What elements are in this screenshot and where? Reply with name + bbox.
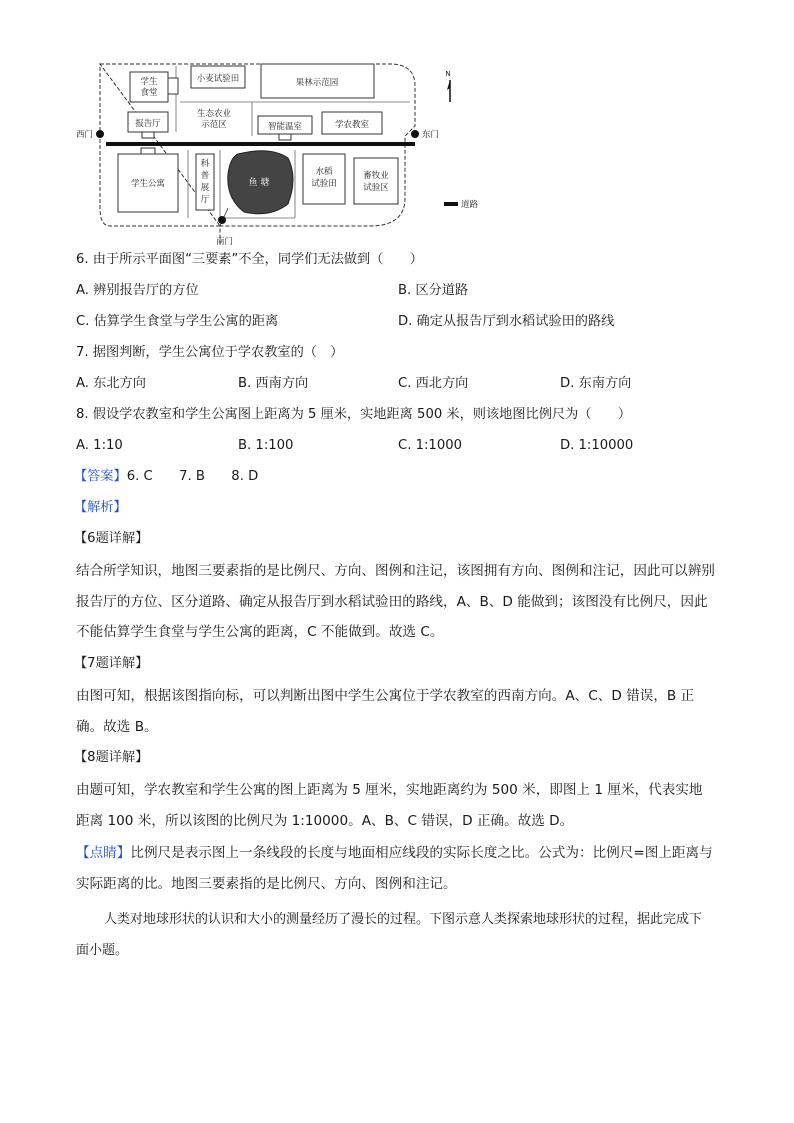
q6-option-d: D. 确定从报告厅到水稻试验田的路线 [398,314,615,329]
answer-line [74,467,258,487]
classroom-label: 学农教室 [334,120,370,130]
q8-stem: 8. 假设学农教室和学生公寓图上距离为 5 厘米，实地距离 500 米，则该地图比例尺为（ ） [76,407,632,422]
q8-option-b: B. 1:100 [238,438,294,453]
campus-map [70,58,490,250]
q8-option-d: D. 1:10000 [560,438,634,453]
analysis-label: 【解析】 [74,500,127,515]
q7-option-a: A. 东北方向 [76,376,146,391]
livestock-label: 畜牧业试验区 [363,171,389,193]
q6-stem: 6. 由于所示平面图“三要素”不全，同学们无法做到（ ） [76,252,423,267]
detail-7-label: 【7题详解】 [74,656,149,671]
south-gate-dot [218,216,226,224]
q7-option-d: D. 东南方向 [560,376,632,391]
eco-agri-label: 生态农业示范区 [196,109,232,130]
apartment-label: 学生公寓 [130,179,166,189]
detail-7-text: 由图可知，根据该图指向标，可以判断出图中学生公寓位于学农教室的西南方向。A、C、D 错误，B 正确。故选 B。 [76,688,695,735]
q6-option-b: B. 区分道路 [398,283,469,298]
q7-stem: 7. 据图判断，学生公寓位于学农教室的（ ） [76,345,344,360]
detail-6-label: 【6题详解】 [74,531,149,546]
west-gate-dot [96,130,104,138]
q7-option-c: C. 西北方向 [398,376,469,391]
science-hall-label: 科普展厅 [200,159,210,205]
road-legend-label: 道路 [461,200,479,210]
q8-option-a: A. 1:10 [76,438,123,453]
campus-map-figure [70,58,490,250]
fish-pond-label: 鱼 塘 [248,178,270,188]
tip-text: 比例尺是表示图上一条线段的长度与地面相应线段的实际长度之比。公式为：比例尺=图上距离与实际距离的比。地图三要素指的是比例尺、方向、图例和注记。 [76,845,713,892]
rice-field-label: 水稻试验田 [311,167,337,189]
tip-paragraph [76,838,716,899]
south-gate-label: 南门 [216,237,234,247]
detail-8-label: 【8题详解】 [74,750,149,765]
wheat-field-label: 小麦试验田 [196,74,240,84]
answer-values: 6. C 7. B 8. D [126,469,259,484]
q8-option-c: C. 1:1000 [398,438,462,453]
north-label: N [445,70,451,78]
canteen-label: 学生食堂 [140,77,158,98]
orchard-label: 果林示范园 [295,78,339,88]
detail-6-text: 结合所学知识，地图三要素指的是比例尺、方向、图例和注记，该图拥有方向、图例和注记，因此可以辨别报告厅的方位、区分道路、确定从报告厅到水稻试验田的路线，A、B、D 能做到；该图没有比例尺，因此不能估算学生食堂与学生公寓的距离，C 不能做到。故选 C。 [76,563,715,640]
answer-label: 【答案】 [74,469,127,484]
report-hall-label: 报告厅 [135,119,161,129]
east-gate-label: 东门 [422,130,440,140]
tip-label: 【点睛】 [76,845,131,861]
east-gate-dot [411,130,419,138]
west-gate-label: 西门 [76,130,94,140]
q7-option-b: B. 西南方向 [238,376,309,391]
greenhouse-label: 智能温室 [267,122,303,132]
livestock-box [354,158,398,204]
intro-paragraph: 人类对地球形状的认识和大小的测量经历了漫长的过程。下图示意人类探索地球形状的过程，据此完成下面小题。 [76,912,703,958]
q6-option-c: C. 估算学生食堂与学生公寓的距离 [76,314,279,329]
detail-8-text: 由题可知，学农教室和学生公寓的图上距离为 5 厘米，实地距离约为 500 米，即图上 1 厘米，代表实地距离 100 米，所以该图的比例尺为 1:10000。A、B、C 错误，D 正确。故选 D。 [76,782,703,829]
q6-option-a: A. 辨别报告厅的方位 [76,283,199,298]
